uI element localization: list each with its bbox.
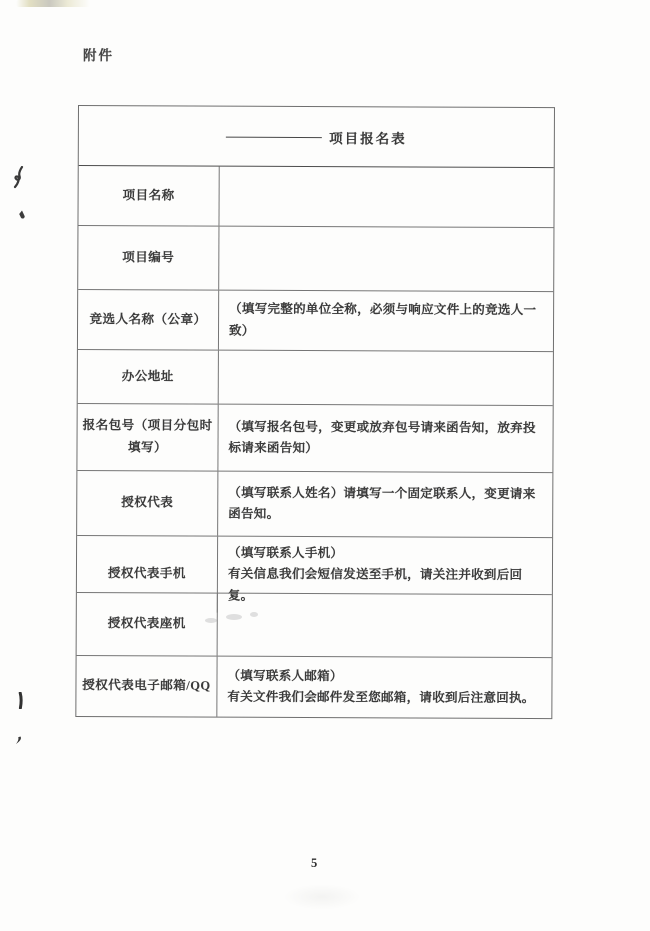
attachment-label: 附件 — [83, 48, 114, 63]
row-project-name — [78, 165, 553, 227]
row-label: 项目编号 — [78, 226, 219, 290]
row-label: 授权代表手机 — [77, 536, 218, 612]
row-label: 报名包号（项目分包时填写） — [77, 404, 218, 471]
title-blank-line — [226, 135, 322, 137]
row-content: （填写联系人姓名）请填写一个固定联系人，变更请来函告知。 — [228, 485, 536, 521]
row-label: 项目名称 — [78, 166, 219, 226]
row-content: （填写报名包号，变更或放弃包号请来函告知，放弃投标请来函告知） — [228, 419, 536, 456]
row-content: （填写完整的单位全称，必须与响应文件上的竞选人一致） — [228, 301, 537, 338]
row-project-number — [78, 225, 553, 291]
form-title-row — [79, 106, 554, 167]
row-rep-mobile — [77, 535, 552, 603]
row-label: 授权代表座机 — [77, 593, 218, 656]
ink-squiggle-mark — [12, 166, 27, 189]
row-content: （填写联系人手机） 有关信息我们会短信发送至手机，请关注并收到后回复。 — [227, 545, 523, 603]
scan-smudge-top — [16, 0, 90, 7]
row-content — [218, 594, 552, 657]
row-content — [219, 227, 553, 291]
row-content — [219, 351, 553, 405]
row-content: （填写联系人邮箱） 有关文件我们会邮件发至您邮箱，请收到后注意回执。 — [227, 668, 535, 705]
row-package-number — [77, 403, 552, 472]
form-title: 项目报名表 — [329, 130, 407, 146]
ink-dot-mark — [18, 210, 26, 220]
page-number: 5 — [311, 856, 318, 870]
row-office-address — [78, 349, 553, 405]
row-label: 竞选人名称（公章） — [78, 290, 219, 350]
row-content — [219, 167, 553, 227]
row-rep-landline — [77, 592, 552, 657]
row-label: 办公地址 — [78, 350, 219, 404]
ink-dash-mark — [17, 692, 24, 709]
ink-comma-mark — [14, 735, 23, 745]
scan-smudge-bottom — [283, 884, 361, 910]
registration-form-table — [75, 105, 555, 719]
row-label: 授权代表电子邮箱/QQ — [76, 656, 217, 717]
row-rep-email-qq — [76, 655, 551, 718]
row-bidder-name — [78, 289, 553, 351]
row-label: 授权代表 — [77, 471, 218, 536]
row-authorized-rep — [77, 470, 552, 537]
